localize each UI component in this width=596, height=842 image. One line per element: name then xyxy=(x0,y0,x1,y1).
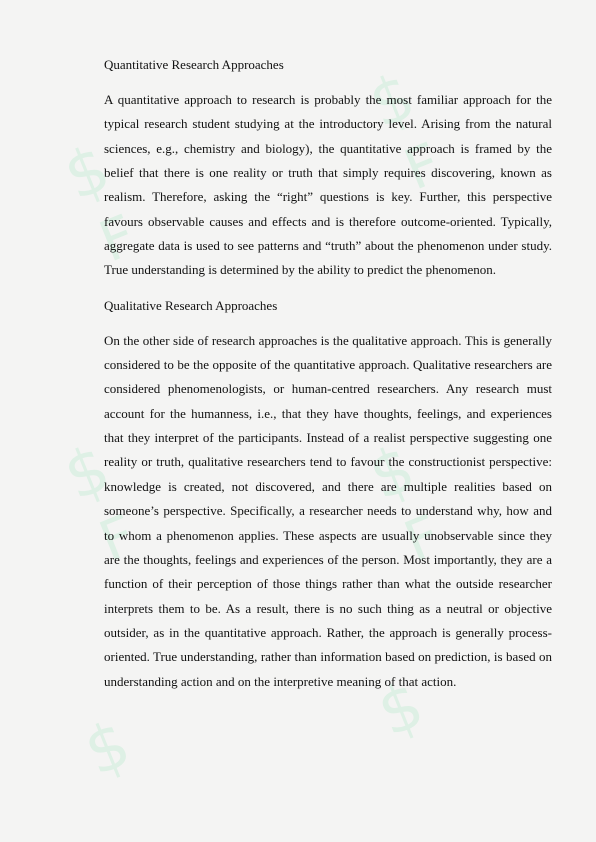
svg-text:$: $ xyxy=(359,59,425,144)
paragraph-quantitative: A quantitative approach to research is probably the most familiar approach for the typical research student studying at the introductory level. Arising from the natural sciences, e.g., chemistry and biology), the quantitative approach is framed by the belief that there is one reality or truth that simply requires discovering, known as realism. Therefore, asking the “right” questions is key. Further, this perspective favours observable causes and effects and is therefore outcome-oriented. Typically, aggregate data is used to see patterns and “truth” about the phenomenon under study. True understanding is determined by the ability to predict the phenomenon. xyxy=(104,92,552,278)
svg-text:F: F xyxy=(90,503,145,576)
svg-text:F: F xyxy=(90,203,145,276)
svg-text:F: F xyxy=(395,131,450,204)
section-heading-quantitative: Quantitative Research Approaches xyxy=(104,57,284,72)
watermark-logo-icon xyxy=(74,690,148,810)
svg-text:$: $ xyxy=(359,431,425,516)
document-content xyxy=(104,56,552,708)
svg-text:F: F xyxy=(395,503,450,576)
section-heading-qualitative: Qualitative Research Approaches xyxy=(104,297,278,313)
svg-text:$: $ xyxy=(54,431,120,516)
svg-text:$: $ xyxy=(74,707,141,791)
svg-text:$: $ xyxy=(54,131,120,216)
svg-text:$: $ xyxy=(368,667,434,752)
paragraph-qualitative: On the other side of research approaches is the qualitative approach. This is generally considered to be the opposite of the quantitative approach. Qualitative researchers are considered phenomenologists, or human-centred researchers. Any research must account for the humanness, i.e., that they have thoughts, feelings, and experiences that they interpret of the participants. Instead of a realist perspective suggesting one reality or truth, qualitative researchers tend to favour the constructionist perspective: knowledge is created, not discovered, and there are multiple realities based on someone’s perspective. Specifically, a researcher needs to understand why, how and to whom a phenomenon applies. These aspects are usually unobservable since they are the thoughts, feelings and experiences of the person. Most importantly, they are a function of their perception of those things rather than what the outside researcher interprets them to be. As a result, there is no such thing as a neutral or objective outsider, as in the quantitative approach. Rather, the approach is generally process-oriented. True understanding, rather than information based on prediction, is based on understanding action and on the interpretive meaning of that action. xyxy=(104,332,552,689)
